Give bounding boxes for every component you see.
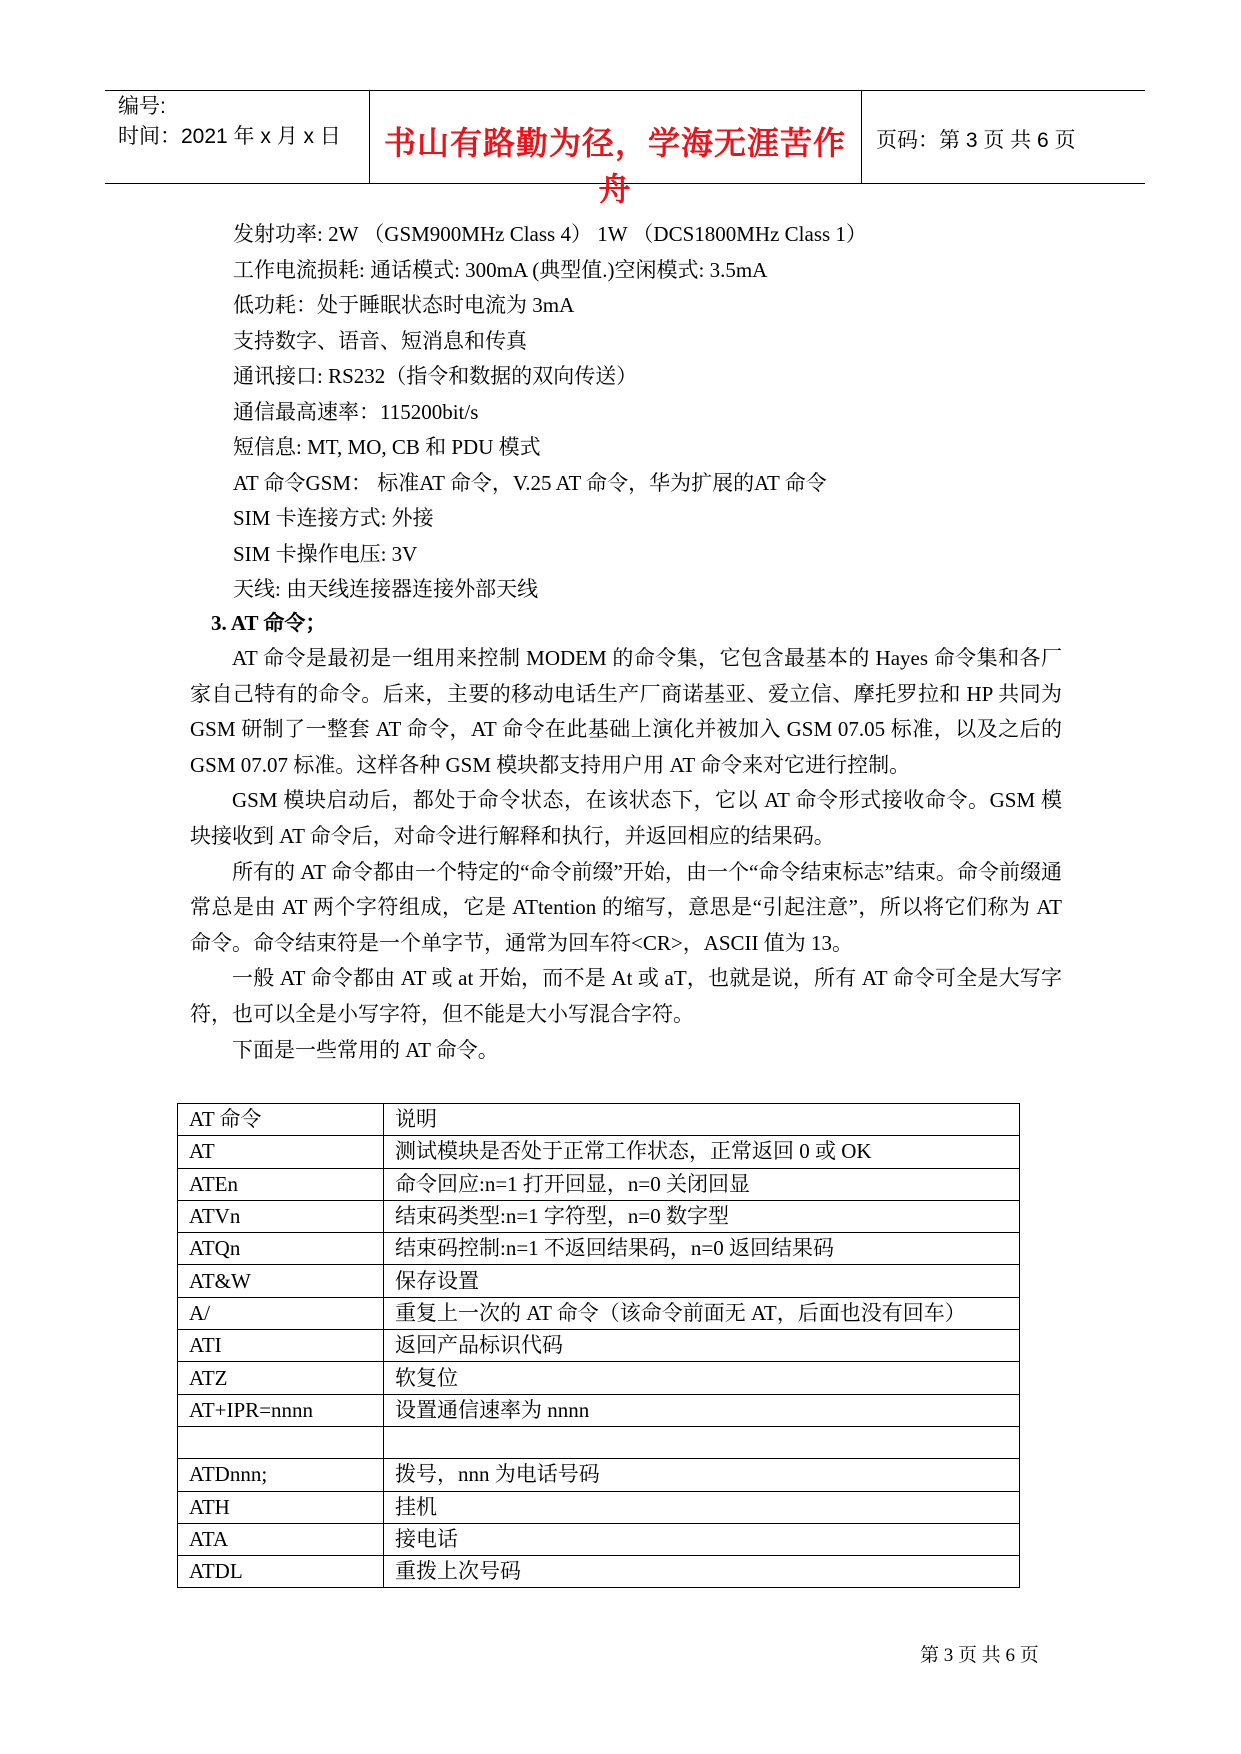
- table-cell: ATH: [178, 1491, 384, 1523]
- table-cell: ATEn: [178, 1168, 384, 1200]
- header-divider-right: [861, 90, 862, 184]
- table-cell: 接电话: [384, 1523, 1020, 1555]
- table-row: [178, 1168, 1020, 1200]
- table-cell: 重拨上次号码: [384, 1556, 1020, 1588]
- table-row: [178, 1200, 1020, 1232]
- table-row: [178, 1233, 1020, 1265]
- header-motto: 书山有路勤为径，学海无涯苦作舟: [383, 124, 846, 208]
- paragraph: 所有的 AT 命令都由一个特定的“命令前缀”开始，由一个“命令结束标志”结束。命令前缀通常总是由 AT 两个字符组成，它是 ATtention 的缩写，意思是“引起注意”，所以将它们称为 AT 命令。命令结束符是一个单字节，通常为回车符<CR>，ASCII 值为 13。: [190, 859, 1062, 955]
- table-row: [178, 1523, 1020, 1555]
- table-cell: 设置通信速率为 nnnn: [384, 1394, 1020, 1426]
- table-cell: ATDL: [178, 1556, 384, 1588]
- table-row: [178, 1136, 1020, 1168]
- spec-low-power: 低功耗：处于睡眠状态时电流为 3mA: [233, 293, 575, 317]
- table-cell: ATZ: [178, 1362, 384, 1394]
- table-cell: 结束码控制:n=1 不返回结果码，n=0 返回结果码: [384, 1233, 1020, 1265]
- table-row: [178, 1491, 1020, 1523]
- paragraph: AT 命令是最初是一组用来控制 MODEM 的命令集，它包含最基本的 Hayes 命令集和各厂家自己特有的命令。后来，主要的移动电话生产厂商诺基亚、爱立信、摩托罗拉和 HP 共同为 GSM 研制了一整套 AT 命令，AT 命令在此基础上演化并被加入 GSM 07.05 标准，以及之后的 GSM 07.07 标准。这样各种 GSM 模块都支持用户用 AT 命令来对它进行控制。: [190, 646, 1062, 777]
- spec-max-rate: 通信最高速率：115200bit/s: [233, 399, 479, 424]
- table-cell: AT+IPR=nnnn: [178, 1394, 384, 1426]
- table-cell: 说明: [384, 1104, 1020, 1136]
- table-cell: 保存设置: [384, 1265, 1020, 1297]
- spec-sim-voltage: SIM 卡操作电压: 3V: [233, 541, 418, 566]
- table-cell: 拨号，nnn 为电话号码: [384, 1459, 1020, 1491]
- spec-interface: 通讯接口: RS232（指令和数据的双向传送）: [233, 364, 638, 388]
- spec-current-consumption: 工作电流损耗: 通话模式: 300mA (典型值.)空闲模式: 3.5mA: [233, 257, 768, 282]
- table-row: [178, 1362, 1020, 1394]
- table-row: [178, 1556, 1020, 1588]
- table-row: [178, 1459, 1020, 1491]
- page-footer: 第 3 页 共 6 页: [920, 1645, 1039, 1666]
- table-row: [178, 1330, 1020, 1362]
- table-cell: 测试模块是否处于正常工作状态，正常返回 0 或 OK: [384, 1136, 1020, 1168]
- table-cell: A/: [178, 1297, 384, 1329]
- spec-sms: 短信息: MT, MO, CB 和 PDU 模式: [233, 435, 541, 459]
- header-left-block: [118, 92, 341, 152]
- header-top-rule: [105, 90, 1145, 91]
- table-cell: 软复位: [384, 1362, 1020, 1394]
- table-row: [178, 1297, 1020, 1329]
- table-row: [178, 1265, 1020, 1297]
- spec-at-commands: AT 命令GSM： 标准AT 命令，V.25 AT 命令，华为扩展的AT 命令: [233, 470, 827, 495]
- table-cell: AT: [178, 1136, 384, 1168]
- paragraph: GSM 模块启动后，都处于命令状态，在该状态下，它以 AT 命令形式接收命令。GSM 模块接收到 AT 命令后，对命令进行解释和执行，并返回相应的结果码。: [190, 788, 1062, 848]
- table-cell: AT 命令: [178, 1104, 384, 1136]
- table-cell: 挂机: [384, 1491, 1020, 1523]
- paragraph: 下面是一些常用的 AT 命令。: [232, 1037, 499, 1062]
- table-cell: [384, 1426, 1020, 1458]
- body-paragraphs: [190, 641, 1062, 1068]
- table-cell: ATA: [178, 1523, 384, 1555]
- table-cell: ATDnnn;: [178, 1459, 384, 1491]
- spec-transmit-power: 发射功率: 2W （GSM900MHz Class 4） 1W （DCS1800MHz Class 1）: [233, 222, 867, 246]
- spec-supported-services: 支持数字、语音、短消息和传真: [233, 328, 527, 353]
- table-row-empty: [178, 1426, 1020, 1458]
- table-cell: 重复上一次的 AT 命令（该命令前面无 AT，后面也没有回车）: [384, 1297, 1020, 1329]
- header-page-label: 页码：第 3 页 共 6 页: [876, 129, 1076, 152]
- header-number-label: 编号:: [118, 95, 166, 118]
- table-cell: ATQn: [178, 1233, 384, 1265]
- spec-list: [233, 217, 867, 608]
- header-time-label: 时间：2021 年 x 月 x 日: [118, 125, 341, 148]
- table-cell: [178, 1426, 384, 1458]
- spec-antenna: 天线: 由天线连接器连接外部天线: [233, 577, 539, 601]
- table-cell: 命令回应:n=1 打开回显，n=0 关闭回显: [384, 1168, 1020, 1200]
- section-title: 3. AT 命令；: [211, 611, 327, 635]
- table-cell: AT&W: [178, 1265, 384, 1297]
- at-command-table: [177, 1103, 1020, 1588]
- table-row: [178, 1394, 1020, 1426]
- table-cell: 结束码类型:n=1 字符型，n=0 数字型: [384, 1200, 1020, 1232]
- table-cell: ATVn: [178, 1200, 384, 1232]
- table-cell: 返回产品标识代码: [384, 1330, 1020, 1362]
- table-header-row: [178, 1104, 1020, 1136]
- paragraph: 一般 AT 命令都由 AT 或 at 开始，而不是 At 或 aT，也就是说，所有 AT 命令可全是大写字符，也可以全是小写字符，但不能是大小写混合字符。: [190, 966, 1062, 1026]
- table-cell: ATI: [178, 1330, 384, 1362]
- spec-sim-connection: SIM 卡连接方式: 外接: [233, 506, 434, 530]
